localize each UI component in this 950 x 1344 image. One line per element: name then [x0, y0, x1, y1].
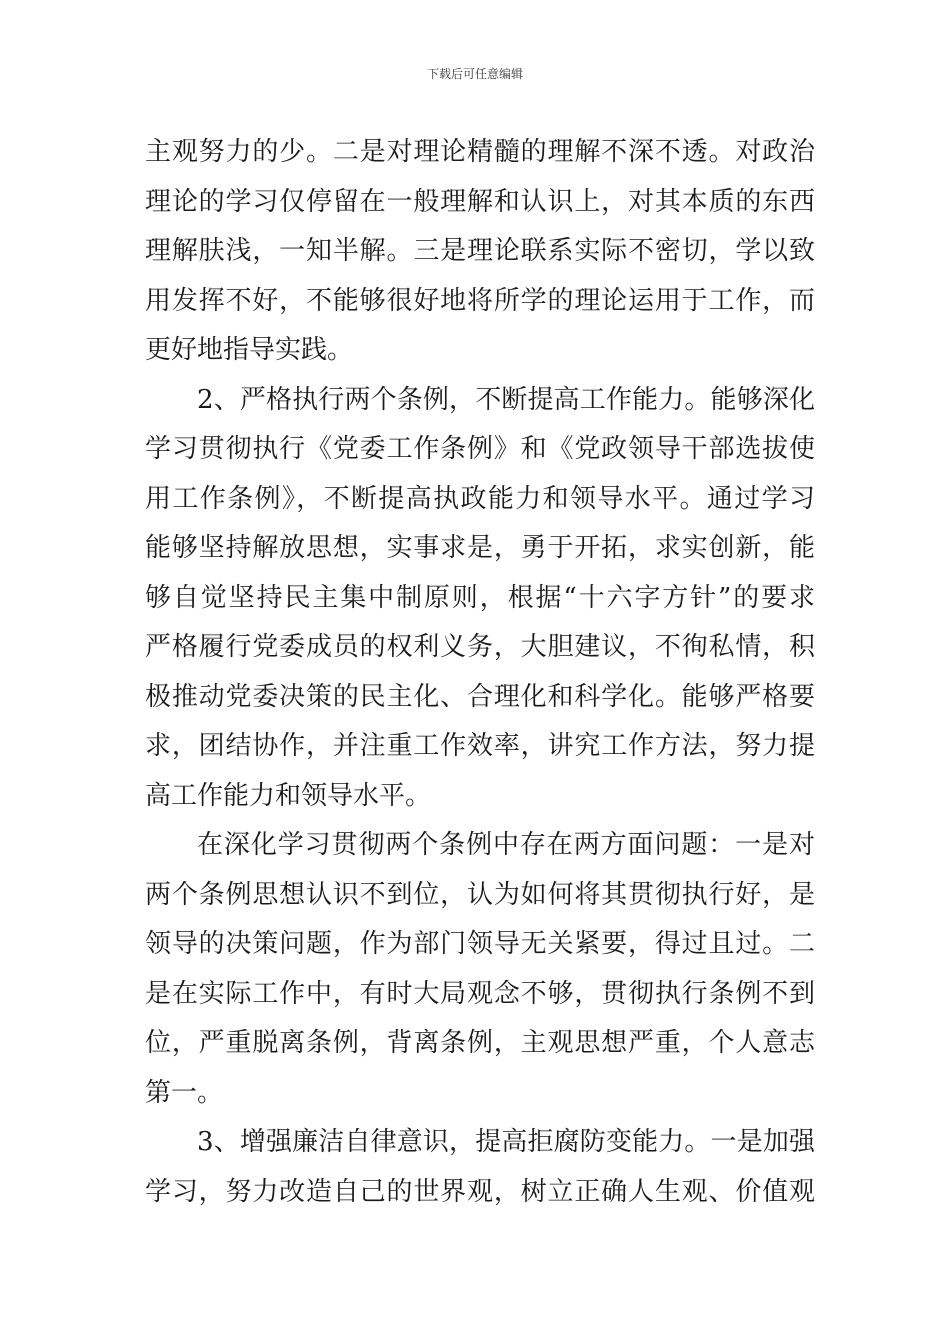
text-line: 两个条例思想认识不到位，认为如何将其贯彻执行好，是 — [145, 879, 815, 910]
text-line: 能够坚持解放思想，实事求是，勇于开拓，求实创新，能 — [145, 533, 815, 563]
text-line: 领导的决策问题，作为部门领导无关紧要，得过且过。二 — [145, 929, 815, 959]
text-line: 学习，努力改造自己的世界观，树立正确人生观、价值观 — [145, 1176, 815, 1207]
text-line: 够自觉坚持民主集中制原则，根据“十六字方针”的要求 — [145, 582, 815, 613]
text-line: 是在实际工作中，有时大局观念不够，贯彻执行条例不到 — [145, 978, 815, 1009]
text-line: 高工作能力和领导水平。 — [145, 780, 432, 811]
text-line: 在深化学习贯彻两个条例中存在两方面问题：一是对 — [197, 830, 815, 860]
text-line: 位，严重脱离条例，背离条例，主观思想严重，个人意志 — [145, 1028, 815, 1058]
text-line: 3、增强廉洁自律意识，提高拒腐防变能力。一是加强 — [197, 1127, 815, 1157]
text-line: 理论的学习仅停留在一般理解和认识上，对其本质的东西 — [145, 186, 815, 217]
text-line: 更好地指导实践。 — [145, 335, 354, 365]
document-body — [145, 128, 815, 1217]
text-line: 用工作条例》，不断提高执政能力和领导水平。通过学习 — [145, 483, 815, 514]
text-line: 学习贯彻执行《党委工作条例》和《党政领导干部选拔使 — [145, 434, 815, 464]
text-line: 求，团结协作，并注重工作效率，讲究工作方法，努力提 — [145, 731, 815, 761]
text-line: 极推动党委决策的民主化、合理化和科学化。能够严格要 — [145, 681, 815, 712]
page-header: 下载后可任意编辑 — [426, 67, 523, 81]
text-line: 严格履行党委成员的权利义务，大胆建议，不徇私情，积 — [145, 632, 815, 662]
text-line: 理解肤浅，一知半解。三是理论联系实际不密切，学以致 — [145, 236, 815, 266]
text-line: 用发挥不好，不能够很好地将所学的理论运用于工作，而 — [145, 285, 815, 316]
text-line: 2、严格执行两个条例，不断提高工作能力。能够深化 — [197, 384, 815, 415]
text-line: 主观努力的少。二是对理论精髓的理解不深不透。对政治 — [145, 137, 815, 167]
text-line: 第一。 — [145, 1077, 224, 1108]
